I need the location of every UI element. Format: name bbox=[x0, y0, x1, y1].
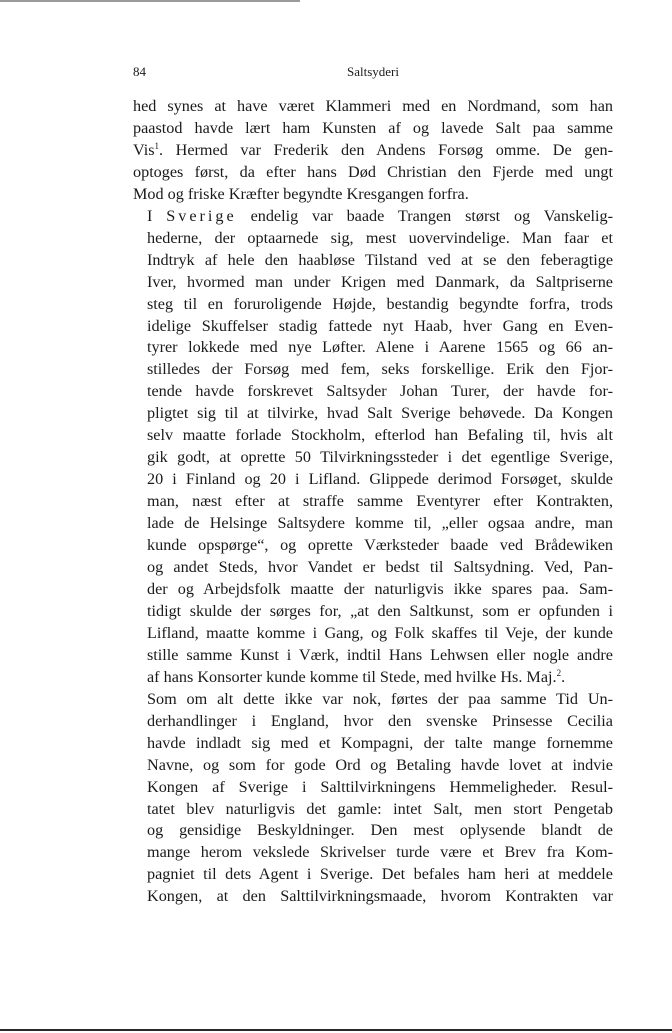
running-head: Saltsyderi bbox=[347, 64, 399, 79]
spaced-word: Sverige bbox=[166, 206, 237, 225]
text-line: Kongen af Sverige i Salttilvirkningens Hemmeligheder. Resul- bbox=[147, 777, 613, 796]
text-segment: Vis bbox=[133, 140, 155, 159]
text-line: Indtryk af hele den haabløse Tilstand ved at se den feberagtige bbox=[147, 250, 613, 269]
text-line: mange herom vekslede Skrivelser turde være et Brev fra Kom- bbox=[147, 843, 613, 862]
text-line: Lifland, maatte komme i Gang, og Folk skaffes til Veje, der kunde bbox=[147, 623, 613, 642]
text-line: 20 i Finland og 20 i Lifland. Glippede derimod Forsøget, skulde bbox=[147, 470, 613, 489]
text-line: stille samme Kunst i Værk, indtil Hans Lehwsen eller nogle andre bbox=[147, 645, 613, 664]
text-line: Vis$^1$. Hermed var Frederik den Andens Forsøg omme. De gen- bbox=[133, 140, 614, 159]
text-line: lade de Helsinge Saltsydere komme til, „eller ogsaa andre, man bbox=[147, 514, 613, 533]
scan-top-edge-line bbox=[0, 0, 300, 2]
text-line: Navne, og som for gode Ord og Betaling havde lovet at indvie bbox=[147, 755, 613, 774]
text-line: tidigt skulde der sørges for, „at den Saltkunst, som er opfunden i bbox=[147, 601, 613, 620]
text-line: optoges først, da efter hans Død Christian den Fjerde med ungt bbox=[133, 162, 613, 181]
text-line: paastod havde lært ham Kunsten af og lavede Salt paa samme bbox=[133, 118, 613, 137]
paragraph-1 bbox=[133, 96, 613, 206]
text-line: idelige Skuffelser stadig fattede nyt Haab, hver Gang en Even- bbox=[147, 316, 613, 335]
footnote-ref: 2 bbox=[556, 667, 562, 678]
text-line: tende havde forskrevet Saltsyder Johan Turer, der havde for- bbox=[147, 382, 613, 401]
page-number: 84 bbox=[133, 64, 146, 79]
text-line: kunde opspørge“, og oprette Værksteder baade ved Brådewiken bbox=[147, 536, 613, 555]
text-line: Iver, hvormed man under Krigen med Danmark, da Saltpriserne bbox=[147, 272, 613, 291]
page-header bbox=[133, 64, 613, 80]
text-line: pligtet sig til at tilvirke, hvad Salt Sverige behøvede. Da Kongen bbox=[147, 404, 613, 423]
text-segment: af hans Konsorter kunde komme til Stede, med hvilke Hs. Maj. bbox=[147, 667, 557, 686]
text-line: Kongen, at den Salttilvirkningsmaade, hvorom Kontrakten var bbox=[147, 887, 613, 906]
text-line: pagniet til dets Agent i Sverige. Det befales ham heri at meddele bbox=[147, 865, 613, 884]
text-line: stilledes der Forsøg med fem, seks forskellige. Erik den Fjor- bbox=[147, 360, 613, 379]
text-line: og andet Steds, hvor Vandet er bedst til Saltsydning. Ved, Pan- bbox=[147, 558, 613, 577]
body-text bbox=[133, 96, 613, 908]
text-line: og gensidige Beskyldninger. Den mest oplysende blandt de bbox=[147, 821, 613, 840]
text-line: derhandlinger i England, hvor den svenske Prinsesse Cecilia bbox=[147, 711, 613, 730]
text-line: Som om alt dette ikke var nok, førtes der paa samme Tid Un- bbox=[147, 689, 613, 708]
text-segment: I bbox=[147, 206, 153, 225]
footnote-ref: 1 bbox=[154, 140, 160, 151]
text-line: der og Arbejdsfolk maatte der naturligvis ikke spares paa. Sam- bbox=[147, 579, 613, 598]
text-line: af hans Konsorter kunde komme til Stede, med hvilke Hs. Maj.$^2$. bbox=[147, 667, 566, 686]
text-line: man, næst efter at straffe samme Eventyrer efter Kontrakten, bbox=[147, 492, 613, 511]
text-line: gik godt, at oprette 50 Tilvirkningssteder i det egentlige Sverige, bbox=[147, 448, 613, 467]
text-line bbox=[133, 206, 613, 228]
text-line: havde indladt sig med et Kompagni, der talte mange fornemme bbox=[147, 733, 613, 752]
text-segment: endelig var baade Trangen størst og Vanskelig- bbox=[250, 206, 614, 225]
text-segment: Hermed var Frederik den Andens Forsøg omme. De gen- bbox=[175, 140, 614, 159]
text-line: tatet blev naturligvis det gamle: intet Salt, men stort Pengetab bbox=[147, 799, 613, 818]
scan-bottom-edge-line bbox=[0, 1029, 672, 1031]
text-line: Mod og friske Kræfter begyndte Kresgangen forfra. bbox=[133, 184, 469, 203]
text-line: steg til en foruroligende Højde, bestandig begyndte forfra, trods bbox=[147, 294, 613, 313]
paragraph-2 bbox=[133, 206, 613, 689]
text-line: tyrer lokkede med nye Løfter. Alene i Aarene 1565 og 66 an- bbox=[147, 338, 613, 357]
text-line: hed synes at have været Klammeri med en Nordmand, som han bbox=[133, 97, 613, 115]
paragraph-3 bbox=[133, 689, 613, 909]
text-line: selv maatte forlade Stockholm, efterlod han Befaling til, hvis alt bbox=[147, 426, 613, 445]
text-line: hederne, der optaarnede sig, mest uovervindelige. Man faar et bbox=[147, 228, 613, 247]
